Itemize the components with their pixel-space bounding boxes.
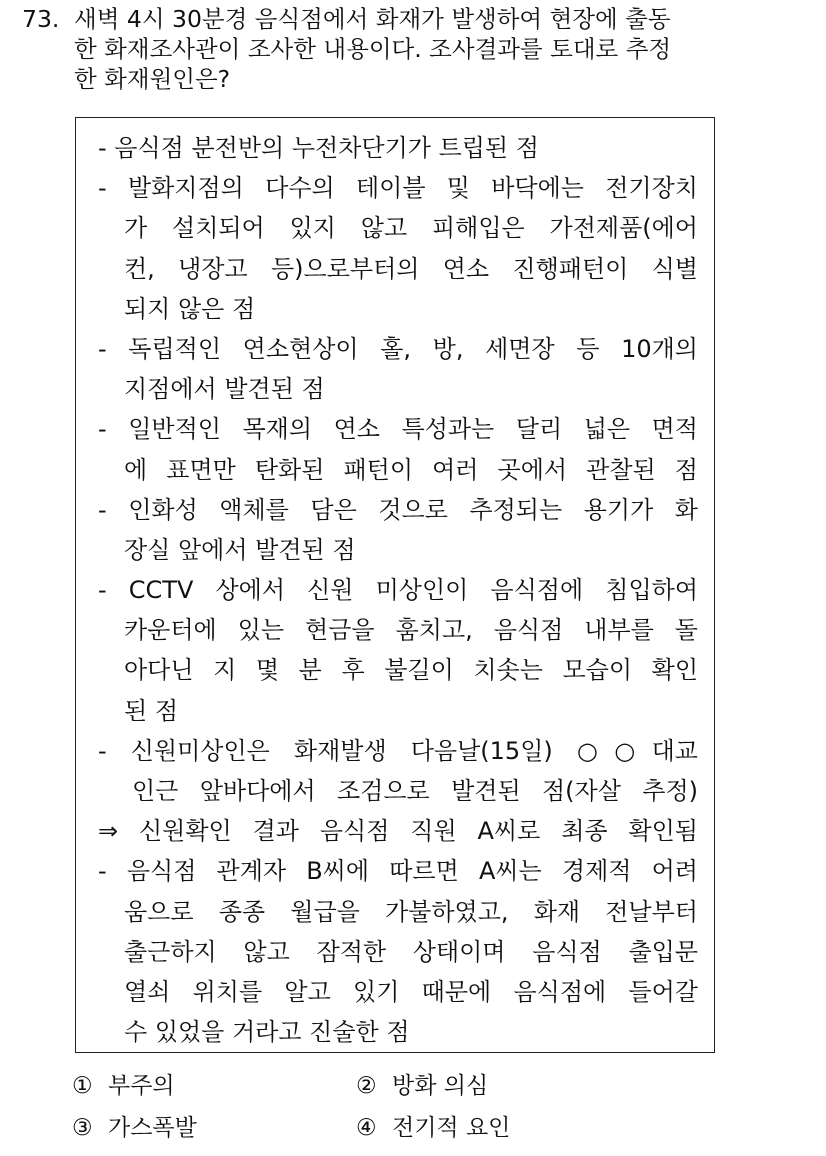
investigation-findings [98, 128, 698, 1052]
finding-line: - 음식점 분전반의 누전차단기가 트립된 점 [98, 134, 539, 162]
finding-line: - 음식점 관계자 B씨에 따르면 A씨는 경제적 어려 [98, 857, 698, 886]
choice-row-2 [72, 1114, 632, 1156]
finding-line: 수 있었을 거라고 진술한 점 [124, 1018, 410, 1047]
finding-line: - 인화성 액체를 담은 것으로 추정되는 용기가 화 [98, 495, 698, 524]
finding-line: 움으로 종종 월급을 가불하였고, 화재 전날부터 [124, 897, 698, 926]
choice-2[interactable] [356, 1072, 488, 1100]
choice-text: 가스폭발 [108, 1115, 197, 1141]
finding-line: 출근하지 않고 잠적한 상태이며 음식점 출입문 [124, 937, 698, 966]
finding-line: - CCTV 상에서 신원 미상인이 음식점에 침입하여 [98, 576, 698, 605]
finding-line: 인근 앞바다에서 조검으로 발견된 점(자살 추정) [132, 777, 698, 805]
question-number: 73. [22, 5, 60, 33]
question-text-1: 새벽 4시 30분경 음식점에서 화재가 발생하여 현장에 출동 [74, 5, 671, 33]
choice-1[interactable] [72, 1072, 175, 1100]
investigation-box [75, 117, 715, 1053]
finding-line: 카운터에 있는 현금을 훔치고, 음식점 내부를 돌 [124, 616, 698, 645]
finding-line: - 독립적인 연소현상이 홀, 방, 세면장 등 10개의 [98, 334, 698, 363]
choice-number: ④ [356, 1115, 377, 1141]
choice-3[interactable] [72, 1114, 197, 1142]
question-line-3 [22, 64, 812, 94]
finding-line: ⇒ 신원확인 결과 음식점 직원 A씨로 최종 확인됨 [98, 817, 698, 846]
question [22, 4, 812, 94]
choice-4[interactable] [356, 1114, 510, 1142]
finding-line: 컨, 냉장고 등)으로부터의 연소 진행패턴이 식별 [124, 254, 698, 283]
answer-choices [72, 1072, 632, 1156]
finding-line: 지점에서 발견된 점 [124, 375, 325, 404]
finding-line: 가 설치되어 있지 않고 피해입은 가전제품(에어 [124, 214, 698, 243]
choice-text: 방화 의심 [392, 1073, 489, 1099]
question-text-2: 한 화재조사관이 조사한 내용이다. 조사결과를 토대로 추정 [74, 35, 672, 63]
choice-number: ① [72, 1073, 93, 1099]
finding-line: 에 표면만 탄화된 패턴이 여러 곳에서 관찰된 점 [124, 455, 698, 484]
finding-line: 되지 않은 점 [124, 294, 256, 323]
choice-number: ② [356, 1073, 377, 1099]
question-line-2 [22, 34, 812, 64]
finding-line: 된 점 [124, 696, 178, 725]
choice-number: ③ [72, 1115, 93, 1141]
finding-line: - 신원미상인은 화재발생 다음날(15일) ○○대교 [98, 736, 698, 765]
finding-line: - 발화지점의 다수의 테이블 및 바닥에는 전기장치 [98, 174, 698, 203]
finding-line: - 일반적인 목재의 연소 특성과는 달리 넓은 면적 [98, 415, 698, 444]
finding-line: 장실 앞에서 발견된 점 [124, 535, 356, 564]
choice-text: 전기적 요인 [392, 1115, 511, 1141]
choice-text: 부주의 [108, 1073, 175, 1099]
question-text-3: 한 화재원인은? [74, 65, 231, 93]
choice-row-1 [72, 1072, 632, 1114]
question-line-1 [22, 4, 812, 34]
finding-line: 아다닌 지 몇 분 후 불길이 치솟는 모습이 확인 [124, 656, 698, 685]
finding-line: 열쇠 위치를 알고 있기 때문에 음식점에 들어갈 [124, 977, 698, 1006]
